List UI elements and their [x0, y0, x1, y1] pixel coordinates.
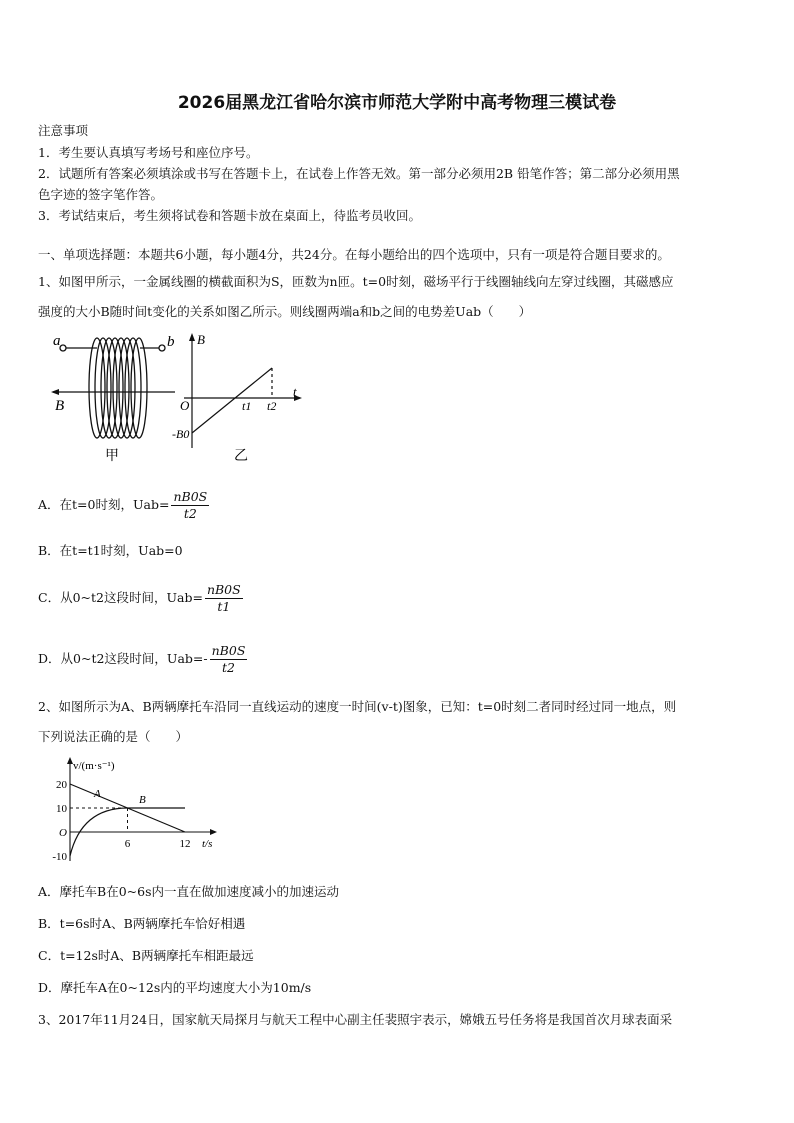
q1-option-d-den: t2 — [222, 660, 235, 675]
coil-label-a: a — [53, 333, 61, 349]
q2-option-a[interactable]: A．摩托车B在0~6s内一直在做加速度减小的加速运动 — [38, 884, 340, 899]
q1-option-c[interactable] — [38, 575, 243, 621]
q1-option-c-fraction — [205, 582, 243, 615]
tick-t1: t1 — [242, 399, 252, 413]
caption-yi: 乙 — [234, 449, 248, 464]
q2-option-d[interactable]: D．摩托车A在0~12s内的平均速度大小为10m/s — [38, 980, 312, 995]
series-b-label: B — [139, 794, 146, 807]
q1-option-c-text: C．从0~t2这段时间，Uab= — [38, 590, 203, 605]
caption-jia: 甲 — [105, 449, 119, 464]
coil-label-B: B — [55, 398, 65, 414]
tick-t2: t2 — [267, 399, 277, 413]
q1-option-c-den: t1 — [217, 599, 231, 614]
q1-option-a-num: nB0S — [173, 489, 208, 504]
vt-ytick-label: -10 — [52, 851, 67, 863]
q1-option-d[interactable] — [38, 636, 247, 682]
axis-label-B: B — [197, 332, 205, 347]
vt-ytick-label: O — [59, 827, 67, 839]
q1-option-b[interactable]: B．在t=t1时刻，Uab=0 — [38, 543, 183, 558]
q2-option-c[interactable]: C．t=12s时A、B两辆摩托车相距最远 — [38, 948, 254, 963]
vt-xtick-label: 6 — [124, 838, 131, 850]
q1-option-a-den: t2 — [183, 506, 197, 521]
bt-graph — [170, 330, 310, 465]
page-title: 2026届黑龙江省哈尔滨市师范大学附中高考物理三模试卷 — [177, 93, 617, 113]
q1-option-d-fraction — [210, 643, 248, 676]
section-heading: 一、单项选择题：本题共6小题，每小题4分，共24分。在每小题给出的四个选项中，只有一项是符合题目要求的。 — [38, 247, 670, 262]
coil-label-b: b — [167, 334, 175, 350]
vt-xtick-label: 12 — [179, 838, 191, 850]
q2-option-b[interactable]: B．t=6s时A、B两辆摩托车恰好相遇 — [38, 916, 246, 931]
tick-negB0: -B0 — [172, 427, 190, 441]
q3-stem-line1: 3、2017年11月24日，国家航天局探月与航天工程中心副主任裴照宇表示，嫦娥五号任务将是我国首次月球表面采 — [38, 1012, 673, 1027]
q1-option-d-num: nB0S — [211, 643, 246, 658]
series-a-label: A — [93, 788, 101, 801]
vt-ytick-label: 20 — [56, 779, 67, 791]
coil-figure — [45, 330, 185, 465]
notice-heading: 注意事项 — [38, 123, 89, 138]
q1-stem-line1: 1、如图甲所示，一金属线圈的横截面积为S，匝数为n匝。t=0时刻，磁场平行于线圈轴线向左穿过线圈，其磁感应 — [38, 274, 674, 289]
q1-option-d-text: D．从0~t2这段时间，Uab=- — [38, 651, 208, 666]
q1-option-a-fraction — [171, 489, 209, 522]
notice-item-2-cont: 色字迹的签字笔作答。 — [38, 187, 164, 202]
q1-option-a[interactable] — [38, 482, 209, 528]
notice-item-2: 2．试题所有答案必须填涂或书写在答题卡上，在试卷上作答无效。第一部分必须用2B 铅笔作答；第二部分必须用黑 — [38, 166, 680, 181]
q1-option-a-text: A．在t=0时刻，Uab= — [38, 497, 170, 512]
q1-option-c-num: nB0S — [206, 582, 241, 597]
notice-item-3: 3．考试结束后，考生须将试卷和答题卡放在桌面上，待监考员收回。 — [38, 208, 421, 223]
origin-label: O — [180, 398, 190, 413]
vt-chart — [45, 755, 235, 867]
axis-label-t: t — [293, 384, 297, 399]
q2-stem-line1: 2、如图所示为A、B两辆摩托车沿同一直线运动的速度一时间(v-t)图象，已知：t=0时刻二者同时经过同一地点，则 — [38, 699, 677, 714]
vt-ytick-label: 10 — [56, 803, 67, 815]
q1-stem-line2: 强度的大小B随时间t变化的关系如图乙所示。则线圈两端a和b之间的电势差Uab（ ） — [38, 304, 532, 319]
vt-xlabel: t/s — [202, 838, 213, 850]
notice-item-1: 1．考生要认真填写考场号和座位序号。 — [38, 145, 259, 160]
vt-ylabel: v/(m·s⁻¹) — [73, 760, 115, 772]
q2-stem-line2: 下列说法正确的是（ ） — [38, 729, 189, 744]
